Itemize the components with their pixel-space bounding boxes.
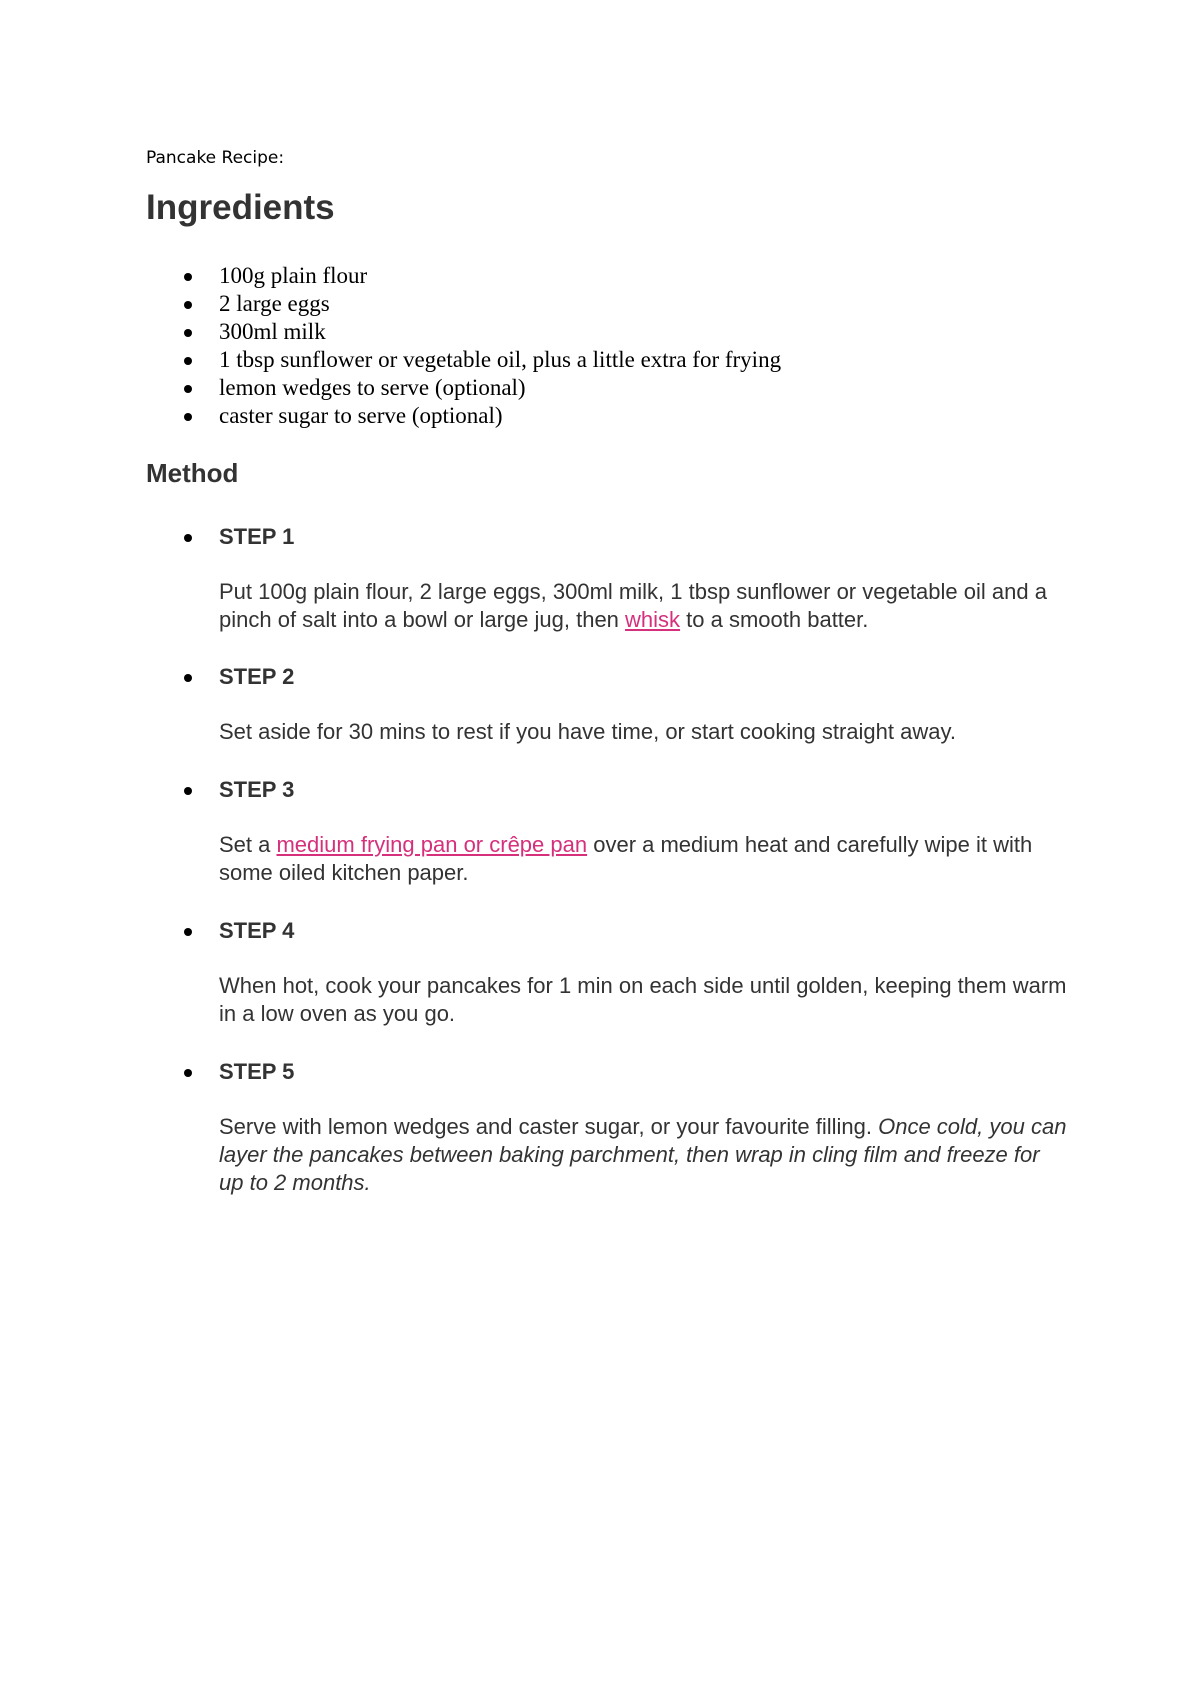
ingredients-heading: Ingredients <box>146 188 335 227</box>
step-text-italic: Once cold, you can layer the pancakes between baking parchment, then wrap in cling film and freeze for up to 2 months. <box>219 1114 1067 1195</box>
bullet-icon <box>184 674 192 682</box>
bullet-icon <box>184 787 192 795</box>
step-title: STEP 1 <box>219 524 295 549</box>
bullet-icon <box>184 928 192 936</box>
ingredients-list <box>146 262 781 430</box>
ingredient-item: 2 large eggs <box>146 290 781 318</box>
ingredient-item: lemon wedges to serve (optional) <box>146 374 781 402</box>
frying-pan-link[interactable]: medium frying pan or crêpe pan <box>276 832 588 857</box>
document-label: Pancake Recipe: <box>146 148 285 168</box>
step-text-part: to a smooth batter. <box>680 607 869 632</box>
step-text <box>219 578 1069 634</box>
whisk-link[interactable]: whisk <box>625 607 681 632</box>
step-text: Set aside for 30 mins to rest if you have time, or start cooking straight away. <box>219 719 956 744</box>
ingredient-item: 100g plain flour <box>146 262 781 290</box>
bullet-icon <box>184 1069 192 1077</box>
step-text-part: Put 100g plain flour, 2 large eggs, 300ml milk, 1 tbsp sunflower or vegetable oil and a pinch of salt into a bowl or large jug, then <box>219 579 1047 632</box>
bullet-icon <box>184 534 192 542</box>
ingredient-item: 300ml milk <box>146 318 781 346</box>
ingredient-item: caster sugar to serve (optional) <box>146 402 781 430</box>
method-heading: Method <box>146 458 239 488</box>
step-text-part: over a medium heat and carefully wipe it with some oiled kitchen paper. <box>219 832 1033 885</box>
ingredient-item: 1 tbsp sunflower or vegetable oil, plus a little extra for frying <box>146 346 781 374</box>
step-text: When hot, cook your pancakes for 1 min on each side until golden, keeping them warm in a low oven as you go. <box>219 973 1067 1026</box>
step-title: STEP 3 <box>219 777 295 802</box>
step-title: STEP 2 <box>219 664 295 689</box>
step-title: STEP 5 <box>219 1059 295 1084</box>
step-text-part: Set a <box>219 832 277 857</box>
step-text <box>219 1113 1069 1197</box>
step-text <box>219 831 1069 887</box>
step-title: STEP 4 <box>219 918 295 943</box>
step-text-part: Serve with lemon wedges and caster sugar, or your favourite filling. <box>219 1114 879 1139</box>
